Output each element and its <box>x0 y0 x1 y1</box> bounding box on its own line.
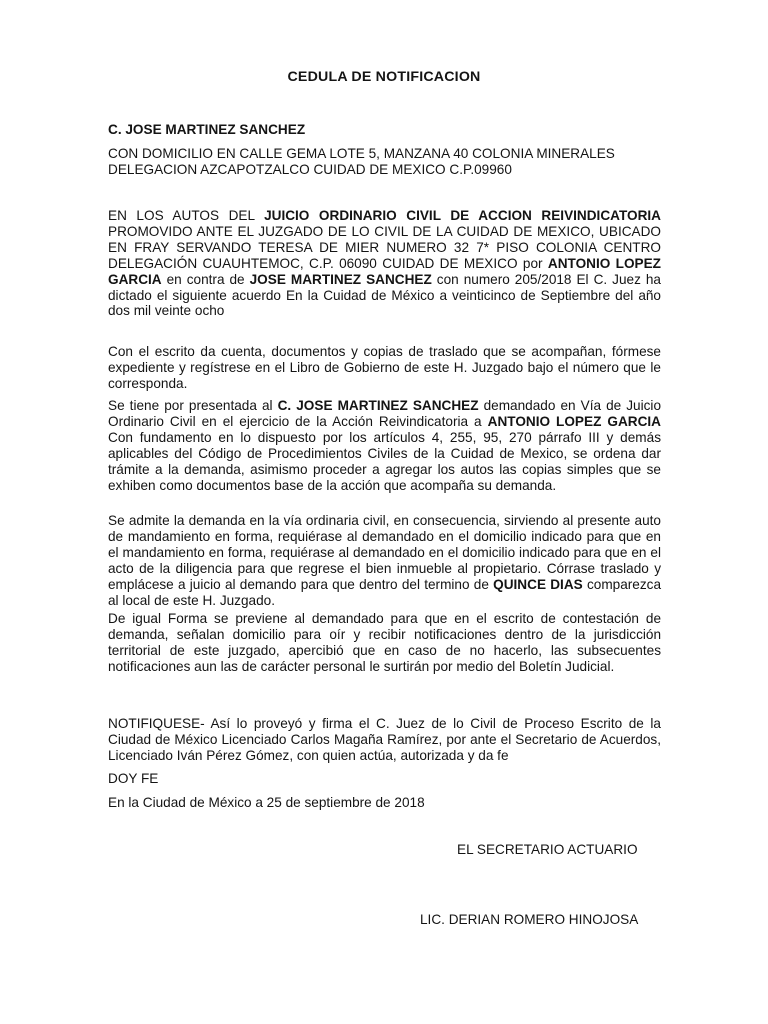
presentada-text-1: Se tiene por presentada al <box>108 398 278 413</box>
term-days: QUINCE DIAS <box>493 576 583 592</box>
doy-fe: DOY FE <box>108 771 159 786</box>
juicio-name: JUICIO ORDINARIO CIVIL DE ACCION REIVINDICATORIA <box>264 208 661 223</box>
presentada-plaintiff: ANTONIO LOPEZ GARCIA <box>487 413 661 429</box>
presentada-defendant: C. JOSE MARTINEZ SANCHEZ <box>277 398 479 413</box>
admite-paragraph <box>108 513 661 608</box>
autos-text-3: en contra de <box>161 271 250 287</box>
signature-name: LIC. DERIAN ROMERO HINOJOSA <box>420 912 639 927</box>
autos-paragraph <box>108 208 661 319</box>
signature-title: EL SECRETARIO ACTUARIO <box>457 842 638 857</box>
igual-paragraph <box>108 611 661 675</box>
admite-text-1: Se admite la demanda en la vía ordinaria civil, en consecuencia, sirviendo al presente auto de mandamiento en forma, requiérase al demandado en el domicilio indicado para que en el mandamiento en forma, requiérase al demandado en el domicilio indicado para que en el acto de la diligencia para que regrese el bien inmueble al propietario. Córrase traslado y emplácese a juicio al demando para que dentro del termino de <box>108 513 661 592</box>
igual-text: De igual Forma se previene al demandado para que en el escrito de contestación de demanda, señalan domicilio para oír y recibir notificaciones dentro de la jurisdicción territorial de este juzgado, apercibió que en caso de no hacerlo, las subsecuentes notificaciones aun las de carácter personal le surtirán por medio del Boletín Judicial. <box>108 611 661 674</box>
date-line: En la Ciudad de México a 25 de septiembre de 2018 <box>108 795 425 810</box>
autos-text-1: EN LOS AUTOS DEL <box>108 208 265 223</box>
autos-text-4: con numero 205/2018 El C. Juez ha dictado el siguiente acuerdo En la Cuidad de México a veinticinco de Septiembre del año dos mil veinte ocho <box>108 271 661 319</box>
escrito-paragraph: Con el escrito da cuenta, documentos y copias de traslado que se acompañan, fórmese expediente y regístrese en el Libro de Gobierno de este H. Juzgado bajo el número que le corresponda. <box>108 344 661 391</box>
addressee-domicile: CON DOMICILIO EN CALLE GEMA LOTE 5, MANZANA 40 COLONIA MINERALES DELEGACION AZCAPOTZALCO CUIDAD DE MEXICO C.P.09960 <box>108 146 615 177</box>
presentada-paragraph <box>108 398 661 493</box>
notifiquese-paragraph: NOTIFIQUESE- Así lo proveyó y firma el C. Juez de lo Civil de Proceso Escrito de la Ciudad de México Licenciado Carlos Magaña Ramírez, por ante el Secretario de Acuerdos, Licenciado Iván Pérez Gómez, con quien actúa, autorizada y da fe <box>108 716 661 763</box>
presentada-text-2: demandado en Vía de Juicio Ordinario Civil en el ejercicio de la Acción Reivindicatoria a <box>108 398 662 429</box>
document-title: CEDULA DE NOTIFICACION <box>287 69 481 85</box>
addressee-name: C. JOSE MARTINEZ SANCHEZ <box>108 122 306 137</box>
admite-text-2: comparezca al local de este H. Juzgado. <box>108 576 662 608</box>
plaintiff-name: ANTONIO LOPEZ GARCIA <box>108 255 661 287</box>
autos-text-2: PROMOVIDO ANTE EL JUZGADO DE LO CIVIL DE LA CUIDAD DE MEXICO, UBICADO EN FRAY SERVANDO TERESA DE MIER NUMERO 32 7* PISO COLONIA CENTRO DELEGACIÓN CUAUHTEMOC, C.P. 06090 CUIDAD DE MEXICO por <box>108 223 661 271</box>
defendant-name: JOSE MARTINEZ SANCHEZ <box>249 271 432 287</box>
presentada-text-3: Con fundamento en lo dispuesto por los artículos 4, 255, 95, 270 párrafo III y demás aplicables del Código de Procedimientos Civiles de la Cuidad de Mexico, se ordena dar trámite a la demanda, asimismo proceder a agregar los autos las copias simples que se exhiben como documentos base de la acción que acompaña su demanda. <box>108 429 661 493</box>
